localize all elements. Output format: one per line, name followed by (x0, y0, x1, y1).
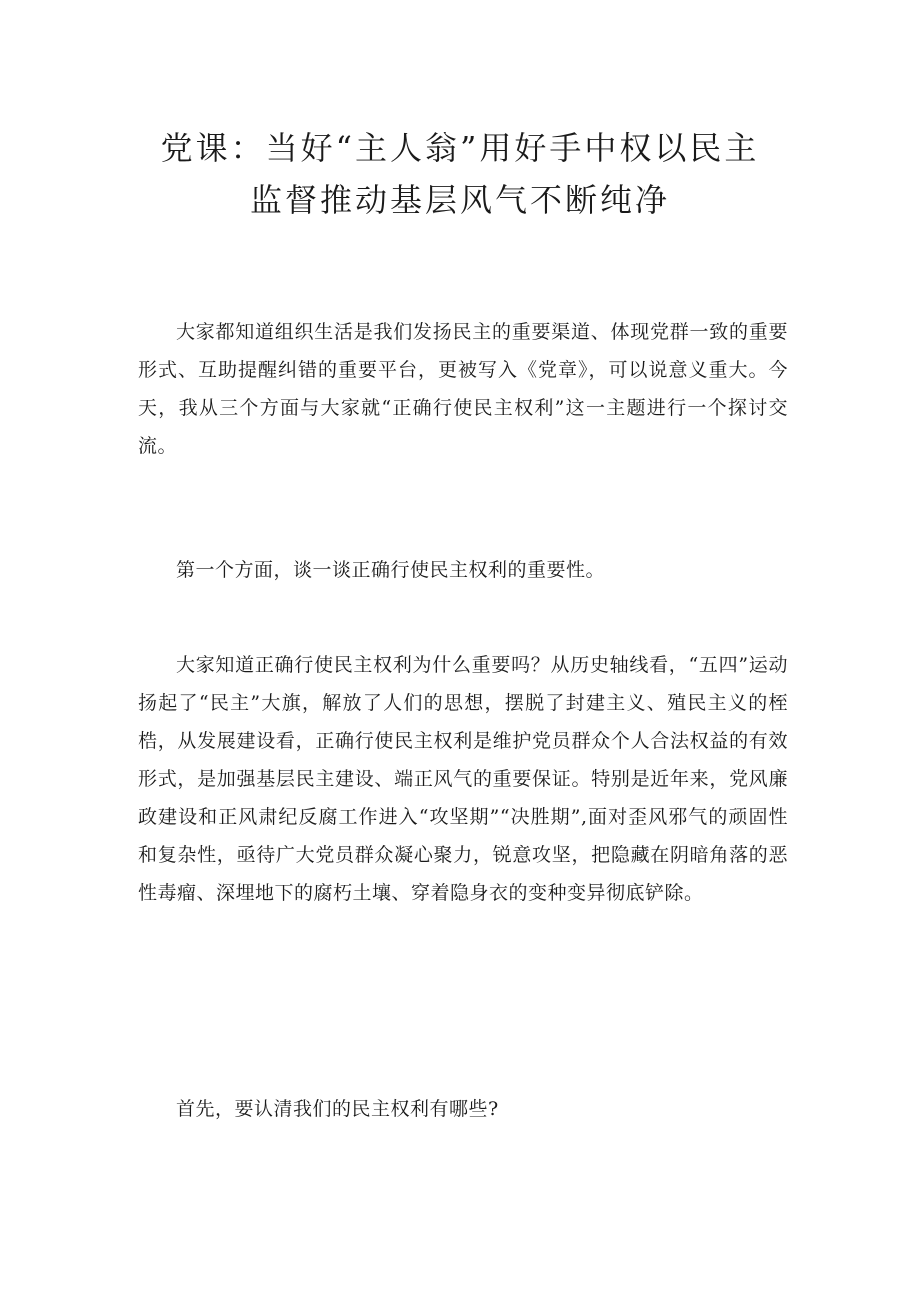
title-line-2: 监督推动基层风气不断纯净 (249, 181, 670, 219)
paragraph-intro: 大家都知道组织生活是我们发扬民主的重要渠道、体现党群一致的重要形式、互助提醒纠错的重要平台，更被写入《党章》，可以说意义重大。今天，我从三个方面与大家就“正确行使民主权利”这一主题进行一个探讨交流。 (138, 321, 788, 457)
paragraph-importance: 大家知道正确行使民主权利为什么重要吗？从历史轴线看，“五四”运动扬起了“民主”大旗，解放了人们的思想，摆脱了封建主义、殖民主义的桎梏，从发展建设看，正确行使民主权利是维护党员群众个人合法权益的有效形式，是加强基层民主建设、端正风气的重要保证。特别是近年来，党风廉政建设和正风肃纪反腐工作进入“攻坚期”“决胜期”,面对歪风邪气的顽固性和复杂性，亟待广大党员群众凝心聚力，锐意攻坚，把隐藏在阴暗角落的恶性毒瘤、深埋地下的腐朽土壤、穿着隐身衣的变种变异彻底铲除。 (138, 654, 788, 904)
paragraph-first-point: 首先，要认清我们的民主权利有哪些? (176, 1098, 499, 1120)
document-title (100, 122, 820, 226)
title-line-1: 党课：当好“主人翁”用好手中权以民主 (160, 129, 760, 167)
paragraph-section-one-heading: 第一个方面，谈一谈正确行使民主权利的重要性。 (176, 559, 606, 581)
